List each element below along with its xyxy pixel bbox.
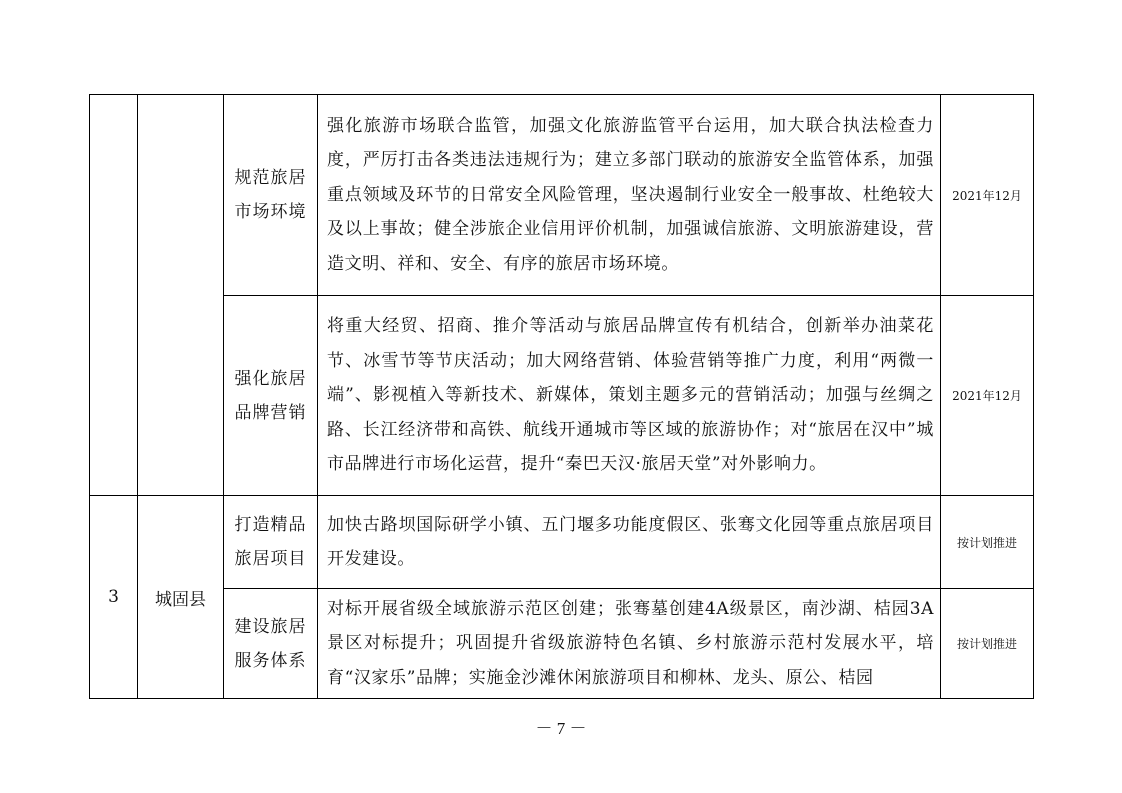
task-description-cell: 将重大经贸、招商、推介等活动与旅居品牌宣传有机结合，创新举办油菜花节、冰雪节等节庆活动；加大网络营销、体验营销等推广力度，利用“两微一端”、影视植入等新技术、新媒体，策划主题多元的营销活动；加强与丝绸之路、长江经济带和高铁、航线开通城市等区域的旅游协作；对“旅居在汉中”城市品牌进行市场化运营，提升“秦巴天汉·旅居天堂”对外影响力。 (318, 296, 941, 496)
table-row (90, 589, 1034, 699)
task-name-line: 建设旅居 (234, 616, 307, 637)
table-row (90, 95, 1034, 296)
table-row (90, 496, 1034, 589)
row-number-cell (90, 95, 138, 496)
task-name-line: 市场环境 (234, 202, 307, 222)
deadline-cell: 按计划推进 (941, 589, 1034, 699)
task-name-cell (224, 296, 318, 496)
plan-table (89, 94, 1034, 699)
task-description-cell: 对标开展省级全域旅游示范区创建；张骞墓创建4A级景区，南沙湖、桔园3A景区对标提升；巩固提升省级旅游特色名镇、乡村旅游示范村发展水平，培育“汉家乐”品牌；实施金沙滩休闲旅游项目和柳林、龙头、原公、桔园 (318, 589, 941, 699)
page-number: － 7 － (535, 719, 587, 738)
county-cell: 城固县 (138, 496, 224, 699)
task-name-cell (224, 95, 318, 296)
deadline-cell: 2021年12月 (941, 95, 1034, 296)
table-row (90, 296, 1034, 496)
task-name-line: 强化旅居 (234, 368, 307, 389)
task-name-line: 打造精品 (234, 515, 307, 535)
deadline-cell: 2021年12月 (941, 296, 1034, 496)
task-name-line: 服务体系 (234, 650, 307, 671)
task-name-cell (224, 589, 318, 699)
row-number-cell: 3 (90, 496, 138, 699)
task-description-cell: 强化旅游市场联合监管，加强文化旅游监管平台运用，加大联合执法检查力度，严厉打击各类违法违规行为；建立多部门联动的旅游安全监管体系，加强重点领域及环节的日常安全风险管理，坚决遏制行业安全一般事故、杜绝较大及以上事故；健全涉旅企业信用评价机制，加强诚信旅游、文明旅游建设，营造文明、祥和、安全、有序的旅居市场环境。 (318, 95, 941, 296)
county-cell (138, 95, 224, 496)
task-name-line: 规范旅居 (234, 168, 307, 188)
deadline-cell: 按计划推进 (941, 496, 1034, 589)
task-name-cell (224, 496, 318, 589)
task-description-cell: 加快古路坝国际研学小镇、五门堰多功能度假区、张骞文化园等重点旅居项目开发建设。 (318, 496, 941, 589)
task-name-line: 旅居项目 (234, 549, 307, 569)
task-name-line: 品牌营销 (234, 402, 307, 423)
